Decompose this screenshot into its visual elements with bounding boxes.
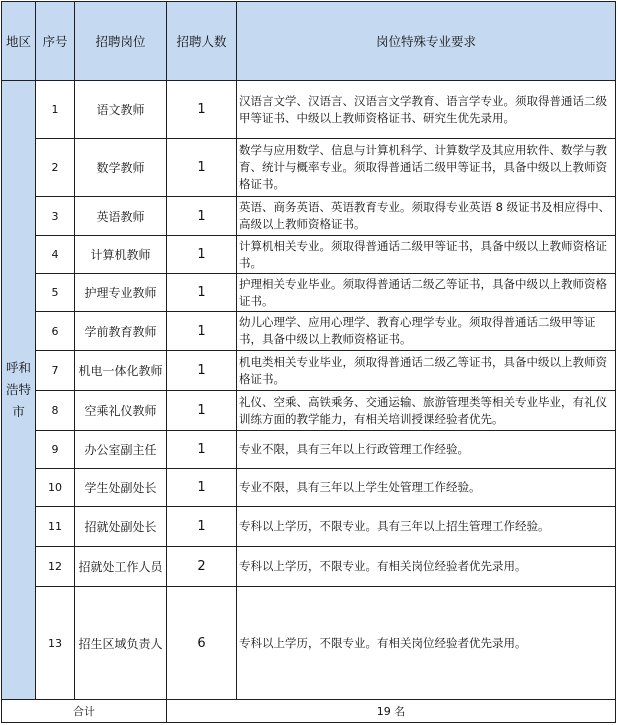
table-row [2, 274, 616, 312]
table-row [2, 236, 616, 274]
header-requirements: 岗位特殊专业要求 [237, 2, 616, 81]
table-row [2, 547, 616, 587]
count-cell: 1 [167, 139, 237, 197]
seq-cell: 11 [36, 507, 75, 547]
seq-cell: 8 [36, 391, 75, 431]
header-row [2, 2, 616, 81]
requirements-cell: 计算机相关专业。须取得普通话二级甲等证书，具备中级以上教师资格证书。 [237, 236, 616, 274]
count-cell: 6 [167, 587, 237, 700]
seq-cell: 5 [36, 274, 75, 312]
header-count: 招聘人数 [167, 2, 237, 81]
region-name: 呼和浩特市 [5, 360, 31, 419]
count-cell: 2 [167, 547, 237, 587]
requirements-cell: 专科以上学历，不限专业。有相关岗位经验者优先录用。 [237, 547, 616, 587]
count-cell: 1 [167, 274, 237, 312]
seq-cell: 3 [36, 197, 75, 236]
requirements-cell: 英语、商务英语、英语教育专业。须取得专业英语 8 级证书及相应得中、高级以上教师资格证书。 [237, 197, 616, 236]
position-cell: 招就处副处长 [75, 507, 167, 547]
table-row [2, 391, 616, 431]
seq-cell: 4 [36, 236, 75, 274]
header-position: 招聘岗位 [75, 2, 167, 81]
count-cell: 1 [167, 431, 237, 469]
count-cell: 1 [167, 312, 237, 351]
count-cell: 1 [167, 391, 237, 431]
requirements-cell: 汉语言文学、汉语言、汉语言文学教育、语言学专业。须取得普通话二级甲等证书、中级以上教师资格证书、研究生优先录用。 [237, 81, 616, 139]
seq-cell: 1 [36, 81, 75, 139]
requirements-cell: 专业不限，具有三年以上行政管理工作经验。 [237, 431, 616, 469]
seq-cell: 7 [36, 351, 75, 391]
position-cell: 数学教师 [75, 139, 167, 197]
position-cell: 招生区域负责人 [75, 587, 167, 700]
table-row [2, 81, 616, 139]
position-cell: 学生处副处长 [75, 469, 167, 507]
header-seq: 序号 [36, 2, 75, 81]
position-cell: 招就处工作人员 [75, 547, 167, 587]
table-row [2, 197, 616, 236]
total-label: 合计 [2, 700, 167, 723]
table-row [2, 587, 616, 700]
count-cell: 1 [167, 197, 237, 236]
total-row [2, 700, 616, 723]
seq-cell: 12 [36, 547, 75, 587]
requirements-cell: 礼仪、空乘、高铁乘务、交通运输、旅游管理类等相关专业毕业，有礼仪训练方面的教学能力，有相关培训授课经验者优先。 [237, 391, 616, 431]
requirements-cell: 专业不限，具有三年以上学生处管理工作经验。 [237, 469, 616, 507]
position-cell: 护理专业教师 [75, 274, 167, 312]
table-row [2, 351, 616, 391]
seq-cell: 10 [36, 469, 75, 507]
position-cell: 机电一体化教师 [75, 351, 167, 391]
total-value: 19 名 [167, 700, 616, 723]
recruitment-table [1, 1, 616, 723]
count-cell: 1 [167, 236, 237, 274]
seq-cell: 13 [36, 587, 75, 700]
table-header [2, 2, 616, 81]
table-row [2, 139, 616, 197]
table-row [2, 431, 616, 469]
position-cell: 学前教育教师 [75, 312, 167, 351]
seq-cell: 6 [36, 312, 75, 351]
position-cell: 空乘礼仪教师 [75, 391, 167, 431]
table-row [2, 312, 616, 351]
seq-cell: 9 [36, 431, 75, 469]
requirements-cell: 机电类相关专业毕业，须取得普通话二级乙等证书，具备中级以上教师资格证书。 [237, 351, 616, 391]
count-cell: 1 [167, 351, 237, 391]
header-region: 地区 [2, 2, 36, 81]
position-cell: 语文教师 [75, 81, 167, 139]
requirements-cell: 专科以上学历，不限专业。具有三年以上招生管理工作经验。 [237, 507, 616, 547]
table-row [2, 469, 616, 507]
count-cell: 1 [167, 507, 237, 547]
requirements-cell: 专科以上学历，不限专业。有相关岗位经验者优先录用。 [237, 587, 616, 700]
seq-cell: 2 [36, 139, 75, 197]
position-cell: 英语教师 [75, 197, 167, 236]
requirements-cell: 幼儿心理学、应用心理学、教育心理学专业。须取得普通话二级甲等证书，具备中级以上教师资格证书。 [237, 312, 616, 351]
requirements-cell: 护理相关专业毕业。须取得普通话二级乙等证书，具备中级以上教师资格证书。 [237, 274, 616, 312]
table-row [2, 507, 616, 547]
requirements-cell: 数学与应用数学、信息与计算机科学、计算数学及其应用软件、数学与教育、统计与概率专业。须取得普通话二级甲等证书，具备中级以上教师资格证书。 [237, 139, 616, 197]
region-cell [2, 81, 36, 700]
position-cell: 办公室副主任 [75, 431, 167, 469]
table-body [2, 81, 616, 723]
position-cell: 计算机教师 [75, 236, 167, 274]
count-cell: 1 [167, 469, 237, 507]
count-cell: 1 [167, 81, 237, 139]
